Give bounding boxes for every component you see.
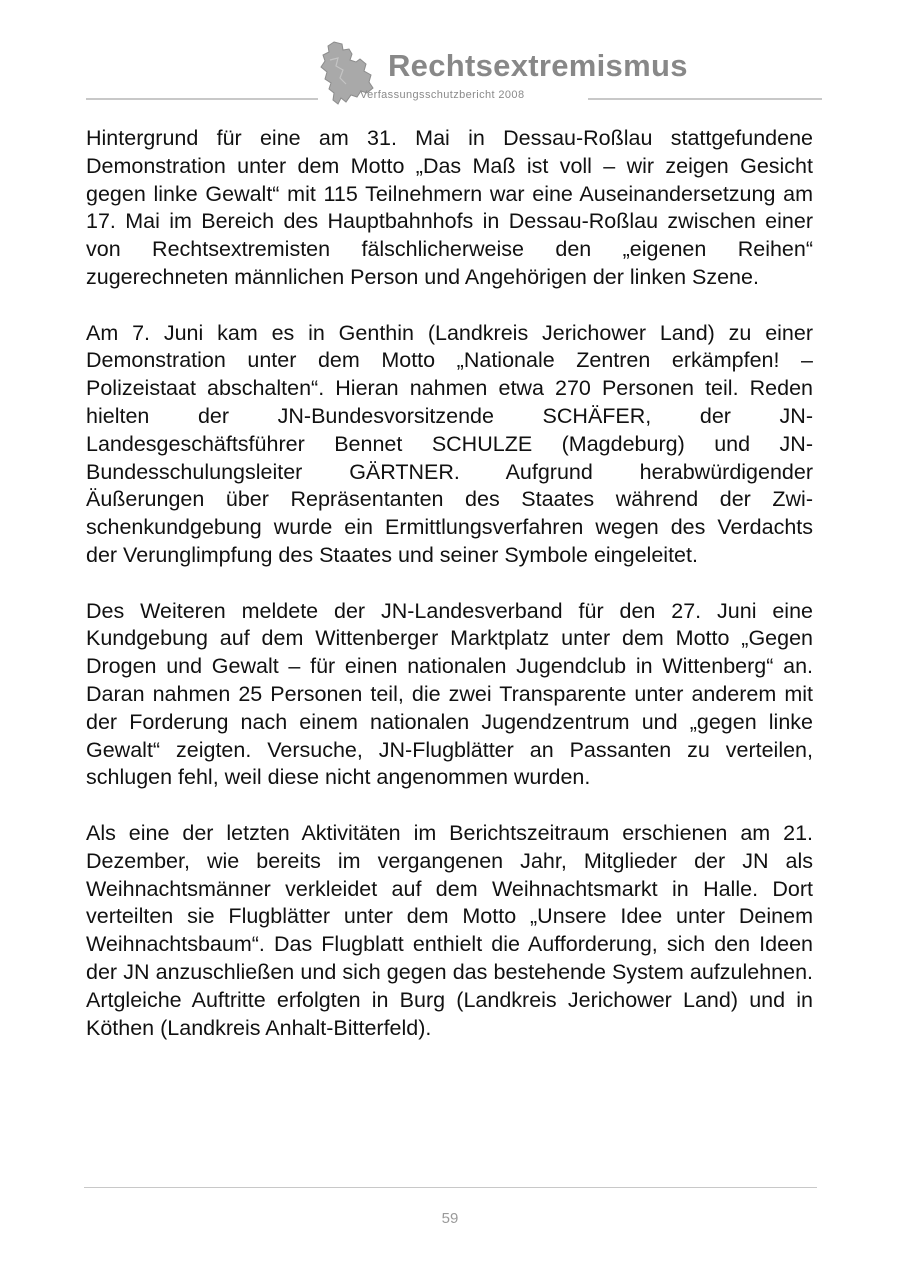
paragraph: Hintergrund für eine am 31. Mai in Dessau-Roßlau stattgefundene Demonstration unter dem Motto „Das Maß ist voll – wir zeigen Gesicht gegen linke Gewalt“ mit 115 Teilnehmern war eine Auseinandersetzung am 17. Mai im Bereich des Hauptbahnhofs in Dessau-Roßlau zwischen einer von Rechtsextremisten fälschlicherweise den „eigenen Reihen“ zugerechneten männlichen Person und Angehörigen der linken Szene.: [86, 126, 813, 289]
footer-rule: [84, 1187, 817, 1188]
page-number: 59: [441, 1210, 459, 1227]
header-rule-right: [588, 98, 822, 100]
paragraph: Des Weiteren meldete der JN-Landesverband für den 27. Juni eine Kundgebung auf dem Wittenberger Marktplatz unter dem Motto „Gegen Drogen und Gewalt – für einen nationalen Jugendclub in Wittenberg“ an. Daran nahmen 25 Personen teil, die zwei Transparente unter anderem mit der Forderung nach einem nationalen Jugendzentrum und „gegen linke Gewalt“ zeigten. Versuche, JN-Flugblätter an Passanten zu verteilen, schlugen fehl, weil diese nicht angenommen wurden.: [86, 598, 813, 790]
header-subtitle: Verfassungsschutzbericht 2008: [360, 89, 525, 101]
page-header: [0, 0, 900, 110]
body-text: [86, 125, 813, 1070]
paragraph: Am 7. Juni kam es in Genthin (Landkreis Jerichower Land) zu einer Demonstration unter dem Motto „Nationale Zentren erkämpfen! – Polizeistaat abschalten“. Hieran nahmen etwa 270 Personen teil. Reden hielten der JN-Bundesvorsitzende SCHÄFER, der JN-Landesgeschäftsführer Bennet SCHULZE (Magdeburg) und JN-Bundesschulungsleiter GÄRTNER. Aufgrund herabwürdigender Äußerungen über Repräsentanten des Staates während der Zwischenkundgebung wurde ein Ermittlungsverfahren wegen des Verdachts der Verunglimpfung des Staates und seiner Symbole eingeleitet.: [86, 320, 813, 567]
header-title: Rechtsextremismus: [388, 48, 688, 83]
header-rule-left: [86, 98, 318, 100]
paragraph: Als eine der letzten Aktivitäten im Berichtszeitraum erschienen am 21. Dezember, wie bereits im vergangenen Jahr, Mitglieder der JN als Weihnachtsmänner verkleidet auf dem Weihnachtsmarkt in Halle. Dort verteilten sie Flugblätter unter dem Motto „Unsere Idee unter Deinem Weihnachtsbaum“. Das Flugblatt enthielt die Aufforderung, sich den Ideen der JN anzuschließen und sich gegen das bestehende System aufzulehnen. Artgleiche Auftritte erfolgten in Burg (Landkreis Jerichower Land) und in Köthen (Landkreis Anhalt-Bitterfeld).: [86, 820, 813, 1040]
